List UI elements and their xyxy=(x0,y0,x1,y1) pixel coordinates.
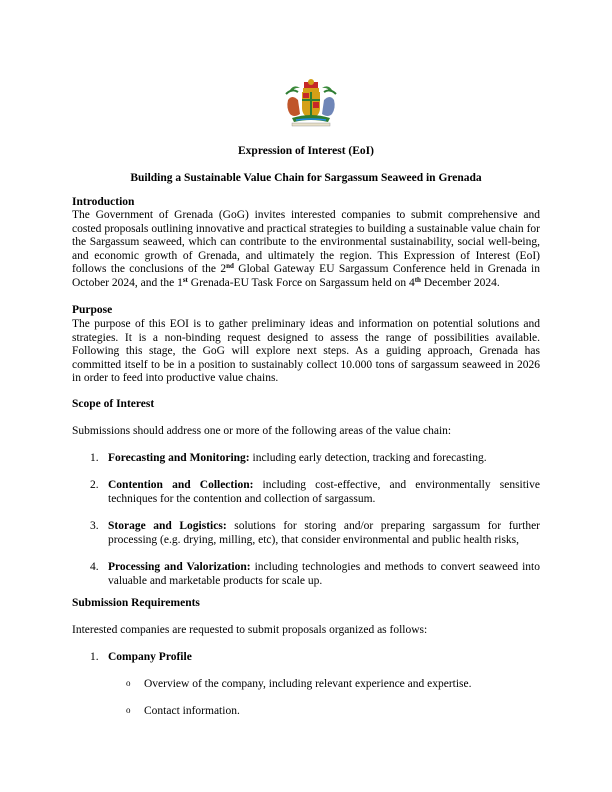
scope-heading: Scope of Interest xyxy=(72,398,155,410)
purpose-heading: Purpose xyxy=(72,304,113,316)
list-number: 4. xyxy=(90,561,99,573)
scope-intro: Submissions should address one or more of the following areas of the value chain: xyxy=(72,425,452,437)
scope-item-label: Contention and Collection: xyxy=(108,479,254,491)
submission-intro: Interested companies are requested to submit proposals organized as follows: xyxy=(72,624,428,636)
introduction-paragraph: The Government of Grenada (GoG) invites interested companies to submit comprehensive and costed proposals outlining innovative and practical strategies to building a sustainable value chain for the Sargassum seaweed, which can contribute to the environmental sustainability, social well-being, and economic growth of Grenada, and ultimately the region. This Expression of Interest (EoI) follows the conclusions of the 2nd Global Gateway EU Sargassum Conference held in Grenada in October 2024, and the 1st Grenada-EU Task Force on Sargassum held on 4th December 2024. xyxy=(72,209,540,289)
list-number: 1. xyxy=(90,452,99,464)
list-number: 2. xyxy=(90,479,99,491)
purpose-paragraph: The purpose of this EOI is to gather preliminary ideas and information on potential solutions and strategies. It is a non-binding request designed to assess the range of possibilities available. Following this stage, the GoG will explore next steps. As a guiding approach, Grenada has committed itself to be in a position to sustainably collect 10.000 tons of sargassum seaweed in 2026 in order to feed into productive value chains. xyxy=(72,318,540,385)
scope-item-label: Forecasting and Monitoring: xyxy=(108,452,250,464)
list-number: 1. xyxy=(90,651,99,663)
document-page: Expression of Interest (EoI) Building a Sustainable Value Chain for Sargassum Seaweed in Grenada Introduction The Government of Grenada (GoG) invites interested companies to submit comprehensive and costed proposals outlining innovative and practical strategies to building a sustainable value chain for the Sargassum seaweed, which can contribute to the environmental sustainability, social well-being, and economic growth of Grenada, and ultimately the region. This Expression of Interest (EoI) follows the conclusions of the 2nd Global Gateway EU Sargassum Conference held in Grenada in October 2024, and the 1st Grenada-EU Task Force on Sargassum held on 4th December 2024. Purpose The purpose of this EOI is to gather preliminary ideas and information on potential solutions and strategies. It is a non-binding request designed to assess the range of possibilities available. Following this stage, the GoG will explore next steps. As a guiding approach, Grenada has committed itself to be in a position to sustainably collect 10.000 tons of sargassum seaweed in 2026 in order to feed into productive value chains. Scope of Interest Submissions should address one or more of the following areas of the value chain: 1. Forecasting and Monitoring: including early detection, tracking and forecasting. 2. Contention and Collection: including cost-effective, and environmentally sensitive techniques for the contention and collection of sargassum. 3. Storage and Logistics: solutions for storing and/or preparing sargassum for further processing (e.g. drying, milling, etc), that consider environmental and public health risks, 4. Processing and Valorization: including technologies and methods to convert seaweed into valuable and marketable products for scale up. Submission Requirements Interested companies are requested to submit proposals organized as follows: 1. Company Profile o Overview of the company, including relevant experience and expertise. o Contact information. xyxy=(0,0,612,792)
document-title: Expression of Interest (EoI) xyxy=(238,145,374,157)
bullet-icon: o xyxy=(126,705,131,715)
submission-heading: Submission Requirements xyxy=(72,597,200,609)
scope-item: 4. Processing and Valorization: including technologies and methods to convert seaweed into valuable and marketable products for scale up. xyxy=(90,561,540,587)
scope-item-label: Storage and Logistics: xyxy=(108,520,227,532)
list-number: 3. xyxy=(90,520,99,532)
coat-of-arms-icon xyxy=(282,78,340,128)
scope-item-label: Processing and Valorization: xyxy=(108,561,251,573)
bullet-icon: o xyxy=(126,678,131,688)
scope-item: 1. Forecasting and Monitoring: including early detection, tracking and forecasting. xyxy=(90,452,487,464)
submission-item xyxy=(90,651,540,665)
scope-item: 3. Storage and Logistics: solutions for storing and/or preparing sargassum for further processing (e.g. drying, milling, etc), that consider environmental and public health risks, xyxy=(90,520,540,546)
scope-item: 2. Contention and Collection: including cost-effective, and environmentally sensitive techniques for the contention and collection of sargassum. xyxy=(90,479,540,505)
submission-item-label: Company Profile xyxy=(108,651,192,663)
document-subtitle: Building a Sustainable Value Chain for Sargassum Seaweed in Grenada xyxy=(130,172,482,184)
introduction-heading: Introduction xyxy=(72,196,135,208)
